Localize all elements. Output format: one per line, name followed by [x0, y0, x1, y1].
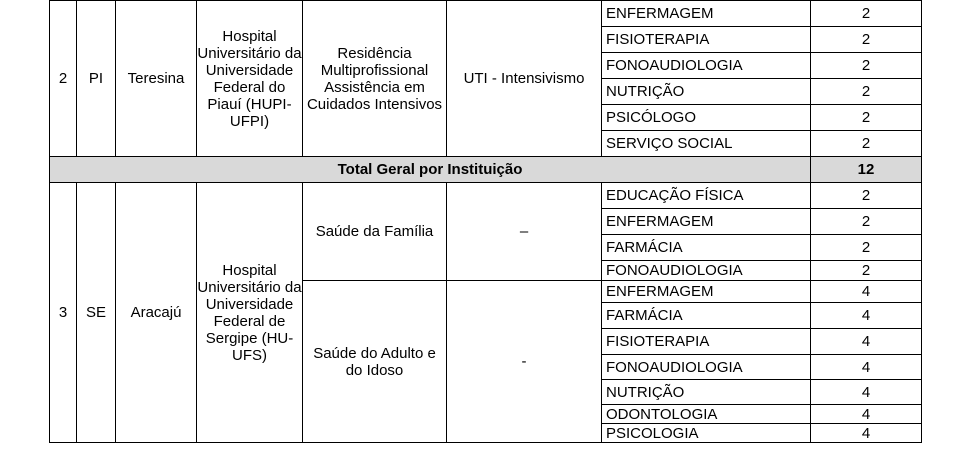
profession-cell: EDUCAÇÃO FÍSICA	[602, 183, 811, 209]
program-name: Saúde da Família	[303, 183, 447, 281]
vacancy-count: 2	[811, 27, 922, 53]
profession-cell: FISIOTERAPIA	[602, 329, 811, 355]
vacancy-count: 2	[811, 105, 922, 131]
vacancy-count: 4	[811, 303, 922, 329]
profession-cell: NUTRIÇÃO	[602, 380, 811, 405]
profession-cell: FONOAUDIOLOGIA	[602, 261, 811, 281]
vacancy-count: 2	[811, 183, 922, 209]
vacancy-count: 2	[811, 209, 922, 235]
city-name: Aracajú	[116, 183, 197, 443]
concentration-area: –	[447, 183, 602, 281]
profession-cell: ENFERMAGEM	[602, 209, 811, 235]
vacancy-count: 2	[811, 1, 922, 27]
concentration-area: -	[447, 281, 602, 443]
state-code: SE	[77, 183, 116, 443]
state-code: PI	[77, 1, 116, 157]
vacancy-count: 2	[811, 79, 922, 105]
row-number: 3	[50, 183, 77, 443]
total-value: 12	[811, 157, 922, 183]
profession-cell: ENFERMAGEM	[602, 281, 811, 303]
total-label: Total Geral por Instituição	[50, 157, 811, 183]
vacancy-count: 4	[811, 405, 922, 424]
profession-cell: FISIOTERAPIA	[602, 27, 811, 53]
profession-cell: PSICOLOGIA	[602, 424, 811, 443]
profession-cell: PSICÓLOGO	[602, 105, 811, 131]
city-name: Teresina	[116, 1, 197, 157]
vacancy-count: 2	[811, 235, 922, 261]
row-number: 2	[50, 1, 77, 157]
vacancy-count: 4	[811, 329, 922, 355]
vacancy-count: 4	[811, 424, 922, 443]
program-name: Residência Multiprofissional Assistência em Cuidados Intensivos	[303, 1, 447, 157]
concentration-area: UTI - Intensivismo	[447, 1, 602, 157]
vacancy-count: 2	[811, 131, 922, 157]
program-name: Saúde do Adulto e do Idoso	[303, 281, 447, 443]
profession-cell: FONOAUDIOLOGIA	[602, 355, 811, 380]
profession-cell: ODONTOLOGIA	[602, 405, 811, 424]
profession-cell: FARMÁCIA	[602, 303, 811, 329]
profession-cell: NUTRIÇÃO	[602, 79, 811, 105]
profession-cell: FONOAUDIOLOGIA	[602, 53, 811, 79]
vacancy-count: 4	[811, 380, 922, 405]
vacancies-table	[49, 0, 922, 443]
profession-cell: ENFERMAGEM	[602, 1, 811, 27]
vacancy-count: 4	[811, 281, 922, 303]
profession-cell: SERVIÇO SOCIAL	[602, 131, 811, 157]
institution-name: Hospital Universitário da Universidade Federal do Piauí (HUPI-UFPI)	[197, 1, 303, 157]
profession-cell: FARMÁCIA	[602, 235, 811, 261]
institution-name: Hospital Universitário da Universidade Federal de Sergipe (HU-UFS)	[197, 183, 303, 443]
vacancy-count: 2	[811, 261, 922, 281]
vacancy-count: 4	[811, 355, 922, 380]
vacancy-count: 2	[811, 53, 922, 79]
